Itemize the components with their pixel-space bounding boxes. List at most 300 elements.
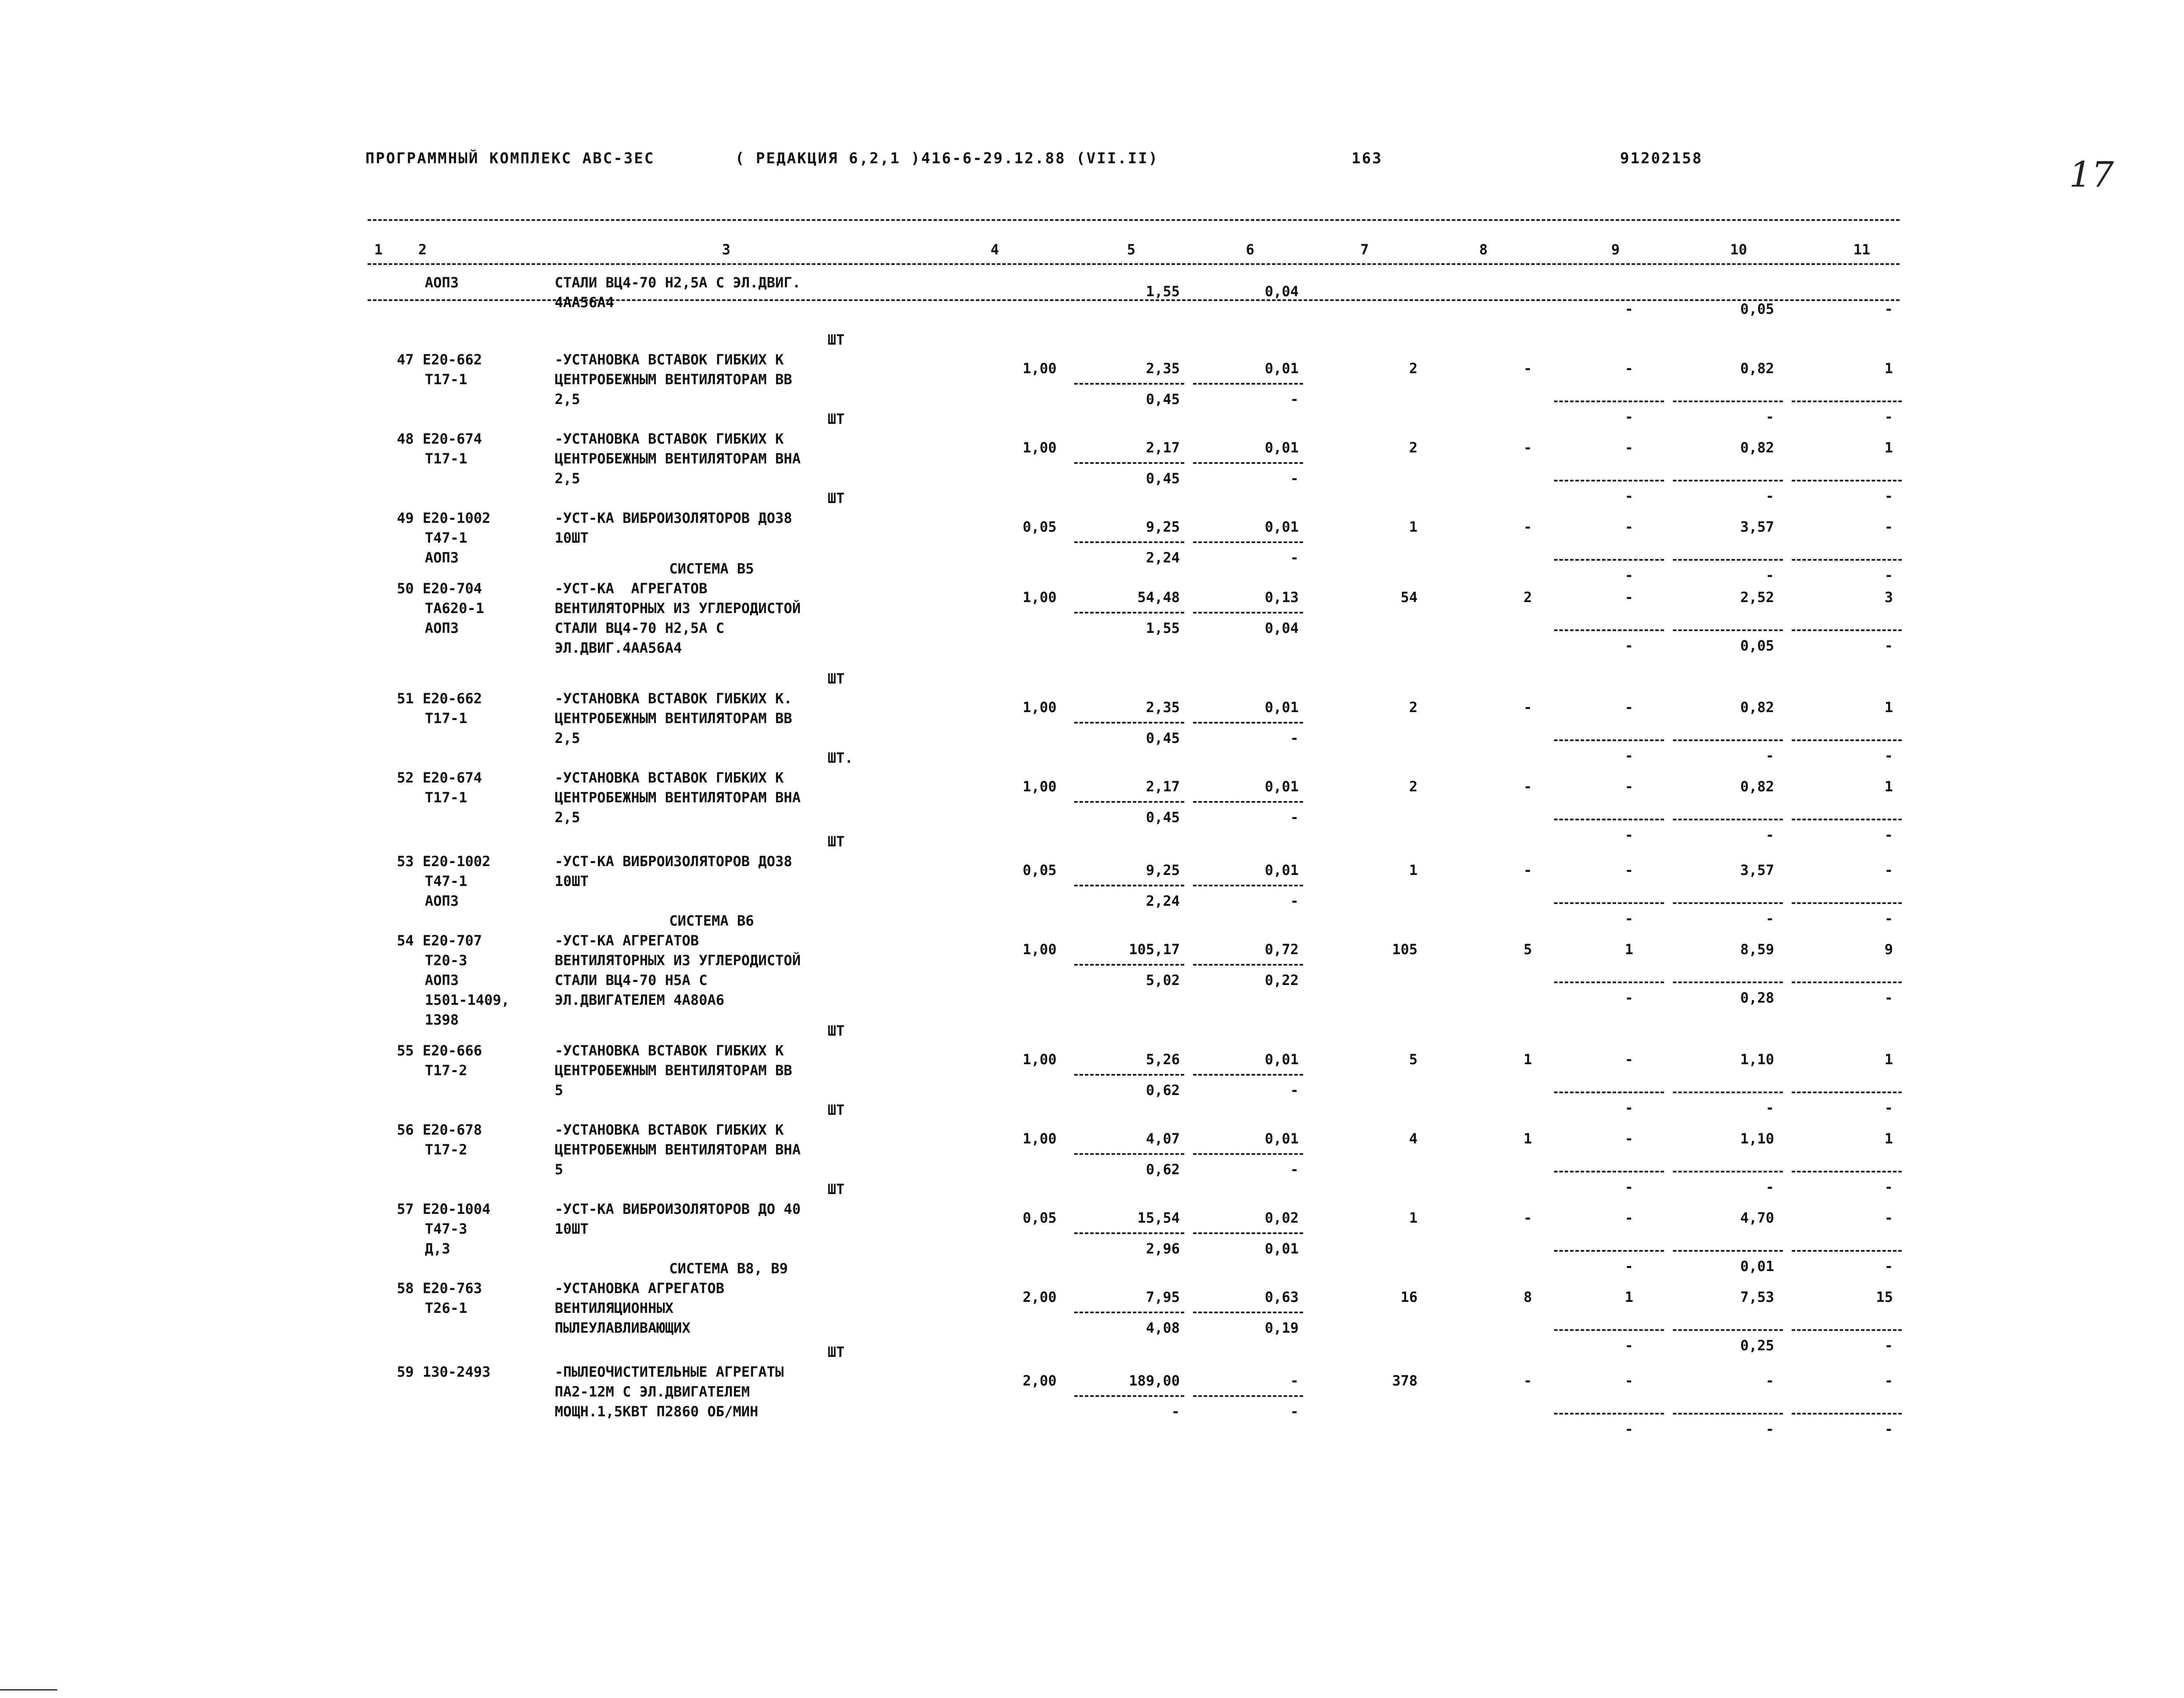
reference-code: 1501-1409, bbox=[425, 992, 510, 1008]
position-number: 59 bbox=[397, 1364, 414, 1380]
work-description: ЦЕНТРОБЕЖНЫМ ВЕНТИЛЯТОРАМ ВВ bbox=[555, 710, 792, 727]
col10-separator bbox=[1673, 981, 1783, 983]
col5-separator bbox=[1074, 1395, 1184, 1397]
quantity: 0,05 bbox=[1022, 862, 1057, 878]
work-description: 5 bbox=[555, 1082, 563, 1099]
position-number: 52 bbox=[397, 769, 414, 786]
col7-value: 2 bbox=[1409, 699, 1418, 716]
col5-value: 5,26 bbox=[1145, 1051, 1180, 1068]
col6-value: 0,01 bbox=[1264, 518, 1299, 535]
col5-value: 9,25 bbox=[1145, 518, 1180, 535]
column-header-10: 10 bbox=[1730, 241, 1747, 258]
reference-code: Т17-2 bbox=[425, 1062, 468, 1079]
quantity: 1,00 bbox=[1022, 589, 1057, 606]
work-description: ЭЛ.ДВИГАТЕЛЕМ 4А80А6 bbox=[555, 992, 725, 1008]
col11-sub-value: - bbox=[1884, 1421, 1893, 1437]
work-description: ЦЕНТРОБЕЖНЫМ ВЕНТИЛЯТОРАМ ВНА bbox=[555, 1141, 801, 1158]
table-header-rule bbox=[368, 263, 1900, 265]
col6-separator bbox=[1193, 801, 1303, 803]
col11-value: - bbox=[1884, 518, 1893, 535]
col11-sub-value: - bbox=[1884, 1258, 1893, 1275]
work-description: СТАЛИ ВЦ4-70 Н2,5А С ЭЛ.ДВИГ. bbox=[555, 274, 801, 291]
col5-sub-value: 2,24 bbox=[1145, 549, 1180, 566]
reference-code: Т20-3 bbox=[425, 952, 468, 969]
system-heading: СИСТЕМА В5 bbox=[669, 560, 754, 577]
col5-sub-value: 5,02 bbox=[1145, 972, 1180, 989]
col5-separator bbox=[1074, 462, 1184, 464]
column-header-1: 1 bbox=[374, 241, 383, 258]
col5-separator bbox=[1074, 885, 1184, 886]
col6-value: 0,01 bbox=[1264, 778, 1299, 795]
col10-sub-value: 0,05 bbox=[1740, 301, 1774, 317]
col6-value: 0,13 bbox=[1264, 589, 1299, 606]
col9-separator bbox=[1554, 480, 1664, 481]
col8-value: 8 bbox=[1523, 1289, 1532, 1305]
work-description: ПА2-12М С ЭЛ.ДВИГАТЕЛЕМ bbox=[555, 1383, 750, 1400]
col11-separator bbox=[1792, 1413, 1902, 1415]
position-number: 48 bbox=[397, 430, 414, 447]
col8-value: - bbox=[1523, 778, 1532, 795]
col5-sub-value: 0,45 bbox=[1145, 391, 1180, 408]
col10-value: 3,57 bbox=[1740, 862, 1774, 878]
col8-value: 1 bbox=[1523, 1130, 1532, 1147]
col9-sub-value: - bbox=[1624, 1099, 1633, 1116]
col10-sub-value: - bbox=[1765, 827, 1774, 843]
col6-sub-value: 0,04 bbox=[1264, 283, 1299, 300]
position-number: 58 bbox=[397, 1280, 414, 1297]
unit-label: ШТ bbox=[828, 1102, 845, 1118]
col10-separator bbox=[1673, 401, 1783, 402]
col6-sub-value: - bbox=[1290, 391, 1299, 408]
edition-info: ( РЕДАКЦИЯ 6,2,1 )416-6-29.12.88 (VII.II) bbox=[735, 150, 1159, 167]
col9-value: - bbox=[1624, 518, 1633, 535]
col5-sub-value: - bbox=[1171, 1403, 1180, 1420]
col6-separator bbox=[1193, 612, 1303, 614]
col10-sub-value: - bbox=[1765, 1179, 1774, 1195]
estimate-code: Е20-1002 bbox=[423, 510, 491, 526]
work-description: -УСТ-КА ВИБРОИЗОЛЯТОРОВ ДО 40 bbox=[555, 1201, 801, 1217]
col10-value: 3,57 bbox=[1740, 518, 1774, 535]
quantity: 1,00 bbox=[1022, 778, 1057, 795]
col6-separator bbox=[1193, 1232, 1303, 1234]
col9-separator bbox=[1554, 1250, 1664, 1252]
work-description: 2,5 bbox=[555, 391, 580, 408]
reference-code: Т26-1 bbox=[425, 1300, 468, 1316]
column-header-6: 6 bbox=[1246, 241, 1255, 258]
col8-value: - bbox=[1523, 1372, 1532, 1389]
col10-sub-value: 0,28 bbox=[1740, 989, 1774, 1006]
unit-label: ШТ bbox=[828, 833, 845, 850]
col6-separator bbox=[1193, 1153, 1303, 1155]
position-number: 56 bbox=[397, 1121, 414, 1138]
quantity: 1,00 bbox=[1022, 1130, 1057, 1147]
col10-value: 0,82 bbox=[1740, 699, 1774, 716]
col9-separator bbox=[1554, 739, 1664, 741]
col5-separator bbox=[1074, 801, 1184, 803]
unit-label: ШТ bbox=[828, 331, 845, 348]
col11-value: - bbox=[1884, 862, 1893, 878]
col6-sub-value: - bbox=[1290, 1403, 1299, 1420]
quantity: 0,05 bbox=[1022, 518, 1057, 535]
col5-value: 7,95 bbox=[1145, 1289, 1180, 1305]
reference-code: Т47-1 bbox=[425, 873, 468, 889]
unit-label: ШТ. bbox=[828, 750, 853, 766]
col11-value: 1 bbox=[1884, 778, 1893, 795]
col11-separator bbox=[1792, 902, 1902, 904]
page-number: 163 bbox=[1352, 150, 1383, 167]
work-description: ЦЕНТРОБЕЖНЫМ ВЕНТИЛЯТОРАМ ВНА bbox=[555, 450, 801, 467]
work-description: -УСТАНОВКА ВСТАВОК ГИБКИХ К bbox=[555, 769, 784, 786]
work-description: ВЕНТИЛЯТОРНЫХ ИЗ УГЛЕРОДИСТОЙ bbox=[555, 600, 801, 617]
col8-value: - bbox=[1523, 1209, 1532, 1226]
estimate-code: Е20-662 bbox=[423, 690, 482, 707]
col10-separator bbox=[1673, 902, 1783, 904]
col11-value: 15 bbox=[1876, 1289, 1893, 1305]
col5-sub-value: 2,96 bbox=[1145, 1240, 1180, 1257]
work-description: 10ШТ bbox=[555, 873, 589, 889]
col9-value: - bbox=[1624, 589, 1633, 606]
col6-sub-value: - bbox=[1290, 470, 1299, 487]
col10-separator bbox=[1673, 1329, 1783, 1331]
col8-value: 2 bbox=[1523, 589, 1532, 606]
work-description: -УСТАНОВКА ВСТАВОК ГИБКИХ К bbox=[555, 1042, 784, 1059]
reference-code: 1398 bbox=[425, 1011, 459, 1028]
col6-value: 0,01 bbox=[1264, 360, 1299, 377]
quantity: 0,05 bbox=[1022, 1209, 1057, 1226]
col5-value: 15,54 bbox=[1137, 1209, 1180, 1226]
col8-value: - bbox=[1523, 862, 1532, 878]
estimate-code: Е20-707 bbox=[423, 932, 482, 949]
col5-sub-value: 0,45 bbox=[1145, 730, 1180, 746]
position-number: 50 bbox=[397, 580, 414, 597]
col11-sub-value: - bbox=[1884, 910, 1893, 927]
sheet-mark: 17 bbox=[2069, 154, 2114, 195]
col7-value: 54 bbox=[1400, 589, 1418, 606]
col9-separator bbox=[1554, 401, 1664, 402]
col8-value: - bbox=[1523, 439, 1532, 456]
reference-code: Т17-1 bbox=[425, 789, 468, 806]
col10-sub-value: - bbox=[1765, 488, 1774, 504]
reference-code: Т17-1 bbox=[425, 371, 468, 388]
col5-separator bbox=[1074, 612, 1184, 614]
work-description: -УСТАНОВКА АГРЕГАТОВ bbox=[555, 1280, 725, 1297]
estimate-code: Е20-674 bbox=[423, 769, 482, 786]
col7-value: 2 bbox=[1409, 778, 1418, 795]
col5-separator bbox=[1074, 1312, 1184, 1313]
col9-sub-value: - bbox=[1624, 910, 1633, 927]
col11-separator bbox=[1792, 401, 1902, 402]
col7-value: 2 bbox=[1409, 360, 1418, 377]
col6-separator bbox=[1193, 885, 1303, 886]
col10-sub-value: 0,01 bbox=[1740, 1258, 1774, 1275]
column-header-7: 7 bbox=[1360, 241, 1369, 258]
col10-separator bbox=[1673, 819, 1783, 820]
estimate-code: 130-2493 bbox=[423, 1364, 491, 1380]
column-header-11: 11 bbox=[1853, 241, 1871, 258]
work-description: -УСТ-КА ВИБРОИЗОЛЯТОРОВ ДО38 bbox=[555, 853, 792, 870]
col6-separator bbox=[1193, 462, 1303, 464]
col11-sub-value: - bbox=[1884, 488, 1893, 504]
unit-label: ШТ bbox=[828, 1181, 845, 1198]
col5-separator bbox=[1074, 541, 1184, 543]
reference-code: АОП3 bbox=[425, 972, 459, 989]
col8-value: - bbox=[1523, 518, 1532, 535]
col9-value: - bbox=[1624, 699, 1633, 716]
col11-sub-value: - bbox=[1884, 747, 1893, 764]
col9-sub-value: - bbox=[1624, 488, 1633, 504]
col6-sub-value: - bbox=[1290, 809, 1299, 826]
col10-separator bbox=[1673, 559, 1783, 561]
col11-separator bbox=[1792, 1250, 1902, 1252]
estimate-code: Е20-1002 bbox=[423, 853, 491, 870]
col9-separator bbox=[1554, 819, 1664, 820]
work-description: ВЕНТИЛЯТОРНЫХ ИЗ УГЛЕРОДИСТОЙ bbox=[555, 952, 801, 969]
col6-value: 0,01 bbox=[1264, 699, 1299, 716]
col6-separator bbox=[1193, 383, 1303, 385]
column-header-2: 2 bbox=[418, 241, 427, 258]
col6-sub-value: - bbox=[1290, 1082, 1299, 1099]
col10-separator bbox=[1673, 1250, 1783, 1252]
position-number: 54 bbox=[397, 932, 414, 949]
column-header-8: 8 bbox=[1479, 241, 1488, 258]
work-description: -УСТАНОВКА ВСТАВОК ГИБКИХ К. bbox=[555, 690, 792, 707]
col9-sub-value: - bbox=[1624, 567, 1633, 584]
col5-separator bbox=[1074, 722, 1184, 724]
col5-separator bbox=[1074, 1074, 1184, 1076]
position-number: 53 bbox=[397, 853, 414, 870]
reference-code: АОП3 bbox=[425, 620, 459, 636]
col10-value: 1,10 bbox=[1740, 1130, 1774, 1147]
col9-separator bbox=[1554, 1171, 1664, 1172]
col10-sub-value: - bbox=[1765, 1099, 1774, 1116]
col10-value: 7,53 bbox=[1740, 1289, 1774, 1305]
col8-value: - bbox=[1523, 699, 1532, 716]
unit-label: ШТ bbox=[828, 490, 845, 507]
col10-sub-value: - bbox=[1765, 567, 1774, 584]
col9-value: - bbox=[1624, 1209, 1633, 1226]
work-description: -ПЫЛЕОЧИСТИТЕЛЬНЫЕ АГРЕГАТЫ bbox=[555, 1364, 784, 1380]
col7-value: 1 bbox=[1409, 518, 1418, 535]
col9-value: - bbox=[1624, 862, 1633, 878]
unit-label: ШТ bbox=[828, 670, 845, 687]
reference-code: Т47-3 bbox=[425, 1220, 468, 1237]
work-description: 5 bbox=[555, 1161, 563, 1178]
work-description: ВЕНТИЛЯЦИОННЫХ bbox=[555, 1300, 674, 1316]
col7-value: 1 bbox=[1409, 862, 1418, 878]
col10-value: - bbox=[1765, 1372, 1774, 1389]
col9-separator bbox=[1554, 1329, 1664, 1331]
col9-separator bbox=[1554, 981, 1664, 983]
reference-code: Т17-1 bbox=[425, 710, 468, 727]
col6-value: - bbox=[1290, 1372, 1299, 1389]
col11-separator bbox=[1792, 981, 1902, 983]
col6-separator bbox=[1193, 541, 1303, 543]
work-description: -УСТАНОВКА ВСТАВОК ГИБКИХ К bbox=[555, 351, 784, 368]
work-description: СТАЛИ ВЦ4-70 Н5А С bbox=[555, 972, 707, 989]
col10-sub-value: - bbox=[1765, 910, 1774, 927]
work-description: ЦЕНТРОБЕЖНЫМ ВЕНТИЛЯТОРАМ ВВ bbox=[555, 371, 792, 388]
program-title: ПРОГРАММНЫЙ КОМПЛЕКС АВС-3ЕС bbox=[365, 150, 655, 167]
col6-separator bbox=[1193, 1395, 1303, 1397]
col9-separator bbox=[1554, 559, 1664, 561]
col5-value: 2,17 bbox=[1145, 439, 1180, 456]
col7-value: 2 bbox=[1409, 439, 1418, 456]
col6-separator bbox=[1193, 1312, 1303, 1313]
col10-value: 4,70 bbox=[1740, 1209, 1774, 1226]
col10-value: 0,82 bbox=[1740, 778, 1774, 795]
col9-sub-value: - bbox=[1624, 637, 1633, 654]
col5-value: 2,35 bbox=[1145, 699, 1180, 716]
work-description: 2,5 bbox=[555, 730, 580, 746]
col11-sub-value: - bbox=[1884, 989, 1893, 1006]
col11-separator bbox=[1792, 1329, 1902, 1331]
col6-sub-value: 0,22 bbox=[1264, 972, 1299, 989]
col7-value: 1 bbox=[1409, 1209, 1418, 1226]
col9-separator bbox=[1554, 1413, 1664, 1415]
position-number: 49 bbox=[397, 510, 414, 526]
col8-value: 1 bbox=[1523, 1051, 1532, 1068]
quantity: 1,00 bbox=[1022, 699, 1057, 716]
estimate-code: Е20-1004 bbox=[423, 1201, 491, 1217]
unit-label: ШТ bbox=[828, 1022, 845, 1039]
document-code: 91202158 bbox=[1620, 150, 1703, 167]
position-number: 57 bbox=[397, 1201, 414, 1217]
work-description: СТАЛИ ВЦ4-70 Н2,5А С bbox=[555, 620, 725, 636]
reference-code: АОП3 bbox=[425, 893, 459, 909]
col10-sub-value: 0,05 bbox=[1740, 637, 1774, 654]
col10-value: 0,82 bbox=[1740, 360, 1774, 377]
reference-code: АОП3 bbox=[425, 274, 459, 291]
quantity: 2,00 bbox=[1022, 1289, 1057, 1305]
col9-sub-value: - bbox=[1624, 1258, 1633, 1275]
col11-value: 1 bbox=[1884, 1130, 1893, 1147]
col10-value: 8,59 bbox=[1740, 941, 1774, 958]
col11-value: - bbox=[1884, 1209, 1893, 1226]
work-description: 10ШТ bbox=[555, 1220, 589, 1237]
col8-value: 5 bbox=[1523, 941, 1532, 958]
col10-separator bbox=[1673, 739, 1783, 741]
work-description: ЭЛ.ДВИГ.4АА56А4 bbox=[555, 640, 682, 656]
col11-separator bbox=[1792, 480, 1902, 481]
col7-value: 105 bbox=[1392, 941, 1418, 958]
col11-sub-value: - bbox=[1884, 1179, 1893, 1195]
col11-value: 1 bbox=[1884, 439, 1893, 456]
col10-separator bbox=[1673, 1092, 1783, 1093]
col6-value: 0,72 bbox=[1264, 941, 1299, 958]
col10-value: 1,10 bbox=[1740, 1051, 1774, 1068]
col6-separator bbox=[1193, 964, 1303, 966]
col5-value: 2,35 bbox=[1145, 360, 1180, 377]
col5-separator bbox=[1074, 1232, 1184, 1234]
col6-separator bbox=[1193, 1074, 1303, 1076]
col6-sub-value: 0,19 bbox=[1264, 1319, 1299, 1336]
col5-sub-value: 0,45 bbox=[1145, 470, 1180, 487]
col11-separator bbox=[1792, 559, 1902, 561]
col11-value: 3 bbox=[1884, 589, 1893, 606]
estimate-code: Е20-678 bbox=[423, 1121, 482, 1138]
col10-sub-value: 0,25 bbox=[1740, 1337, 1774, 1354]
col6-value: 0,01 bbox=[1264, 1130, 1299, 1147]
col5-value: 9,25 bbox=[1145, 862, 1180, 878]
system-heading: СИСТЕМА В6 bbox=[669, 912, 754, 929]
column-header-4: 4 bbox=[991, 241, 999, 258]
col6-sub-value: - bbox=[1290, 893, 1299, 909]
work-description: 2,5 bbox=[555, 809, 580, 826]
col9-sub-value: - bbox=[1624, 747, 1633, 764]
quantity: 1,00 bbox=[1022, 360, 1057, 377]
estimate-code: Е20-704 bbox=[423, 580, 482, 597]
col9-value: - bbox=[1624, 1372, 1633, 1389]
col5-sub-value: 0,45 bbox=[1145, 809, 1180, 826]
quantity: 2,00 bbox=[1022, 1372, 1057, 1389]
col9-separator bbox=[1554, 1092, 1664, 1093]
reference-code: Д,3 bbox=[425, 1240, 450, 1257]
col6-separator bbox=[1193, 722, 1303, 724]
col11-separator bbox=[1792, 739, 1902, 741]
col9-value: - bbox=[1624, 778, 1633, 795]
col9-value: - bbox=[1624, 1130, 1633, 1147]
col5-sub-value: 1,55 bbox=[1145, 620, 1180, 636]
col10-sub-value: - bbox=[1765, 408, 1774, 425]
column-header-9: 9 bbox=[1611, 241, 1620, 258]
col6-sub-value: - bbox=[1290, 549, 1299, 566]
position-number: 55 bbox=[397, 1042, 414, 1059]
col9-value: - bbox=[1624, 439, 1633, 456]
work-description: -УСТАНОВКА ВСТАВОК ГИБКИХ К bbox=[555, 430, 784, 447]
unit-label: ШТ bbox=[828, 411, 845, 427]
col6-sub-value: - bbox=[1290, 730, 1299, 746]
col11-value: 1 bbox=[1884, 360, 1893, 377]
col11-sub-value: - bbox=[1884, 827, 1893, 843]
col6-sub-value: 0,04 bbox=[1264, 620, 1299, 636]
col8-value: - bbox=[1523, 360, 1532, 377]
system-heading: СИСТЕМА В8, В9 bbox=[669, 1260, 788, 1277]
col7-value: 5 bbox=[1409, 1051, 1418, 1068]
quantity: 1,00 bbox=[1022, 439, 1057, 456]
col6-sub-value: 0,01 bbox=[1264, 1240, 1299, 1257]
col5-sub-value: 1,55 bbox=[1145, 283, 1180, 300]
work-description: ЦЕНТРОБЕЖНЫМ ВЕНТИЛЯТОРАМ ВНА bbox=[555, 789, 801, 806]
position-number: 51 bbox=[397, 690, 414, 707]
reference-code: Т17-2 bbox=[425, 1141, 468, 1158]
col10-value: 0,82 bbox=[1740, 439, 1774, 456]
unit-label: ШТ bbox=[828, 1344, 845, 1360]
col11-value: 1 bbox=[1884, 1051, 1893, 1068]
col6-sub-value: - bbox=[1290, 1161, 1299, 1178]
col5-separator bbox=[1074, 964, 1184, 966]
col11-sub-value: - bbox=[1884, 637, 1893, 654]
col11-sub-value: - bbox=[1884, 1099, 1893, 1116]
work-description: 10ШТ bbox=[555, 529, 589, 546]
col5-value: 2,17 bbox=[1145, 778, 1180, 795]
col11-separator bbox=[1792, 1171, 1902, 1172]
work-description: -УСТ-КА АГРЕГАТОВ bbox=[555, 932, 699, 949]
col11-sub-value: - bbox=[1884, 567, 1893, 584]
col9-value: - bbox=[1624, 1051, 1633, 1068]
col11-separator bbox=[1792, 819, 1902, 820]
col9-value: - bbox=[1624, 360, 1633, 377]
col7-value: 378 bbox=[1392, 1372, 1418, 1389]
col9-sub-value: - bbox=[1624, 408, 1633, 425]
col9-sub-value: - bbox=[1624, 989, 1633, 1006]
col6-value: 0,01 bbox=[1264, 439, 1299, 456]
work-description: ЦЕНТРОБЕЖНЫМ ВЕНТИЛЯТОРАМ ВВ bbox=[555, 1062, 792, 1079]
reference-code: ТА620-1 bbox=[425, 600, 484, 617]
col11-sub-value: - bbox=[1884, 408, 1893, 425]
col9-value: 1 bbox=[1624, 941, 1633, 958]
col5-value: 105,17 bbox=[1129, 941, 1180, 958]
col5-value: 4,07 bbox=[1145, 1130, 1180, 1147]
